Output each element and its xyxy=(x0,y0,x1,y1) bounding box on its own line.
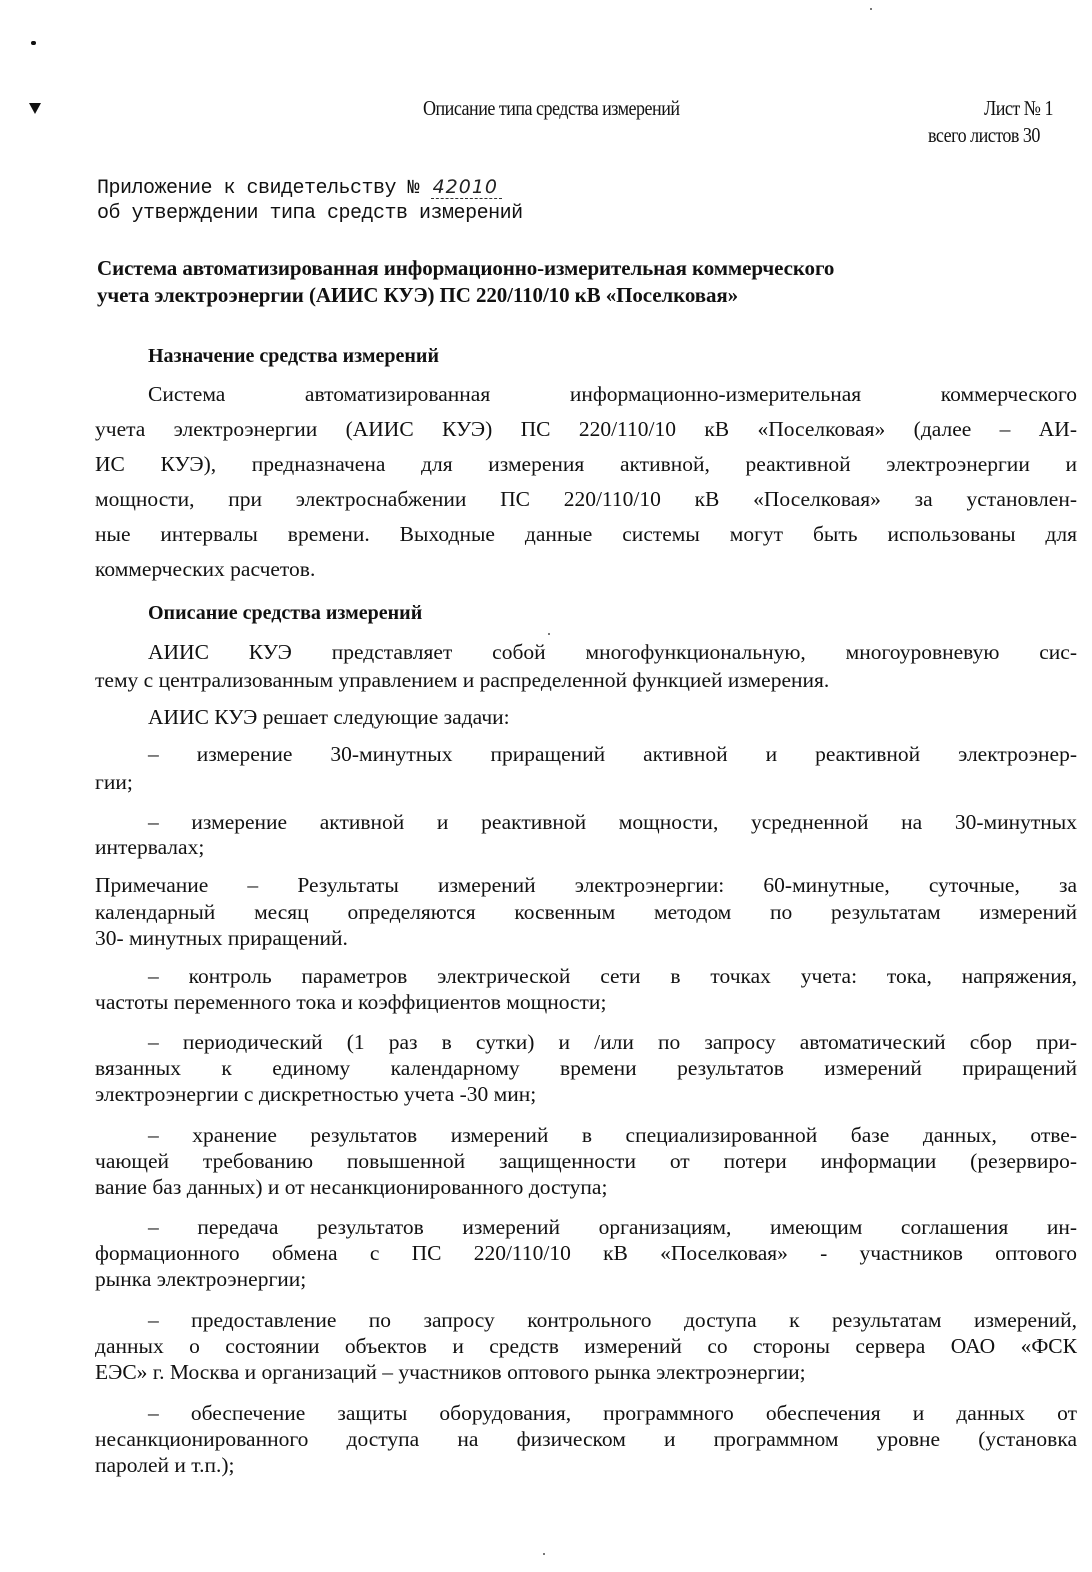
list-item-line: – обеспечение защиты оборудования, программного обеспечения и данных от xyxy=(148,1401,1077,1425)
note-line: Примечание – Результаты измерений электроэнергии: 60-минутные, суточные, за xyxy=(95,873,1077,897)
certificate-number-handwritten: 42010 xyxy=(431,176,502,199)
list-item-line: данных о состоянии объектов и средств измерений со стороны сервера ОАО «ФСК xyxy=(95,1334,1077,1358)
list-item-line: ЕЭС» г. Москва и организаций – участников оптового рынка электроэнергии; xyxy=(95,1360,806,1384)
section-heading-purpose: Назначение средства измерений xyxy=(148,345,439,367)
list-item-line: интервалах; xyxy=(95,835,205,859)
body-line: АИИС КУЭ решает следующие задачи: xyxy=(148,705,510,729)
document-type-header: Описание типа средства измерений xyxy=(423,96,680,120)
section-heading-description: Описание средства измерений xyxy=(148,602,423,624)
list-item-line: паролей и т.п.); xyxy=(95,1453,235,1477)
list-item-line: несанкционированного доступа на физическом и программном уровне (установка xyxy=(95,1427,1077,1451)
note-line: 30- минутных приращений. xyxy=(95,926,348,950)
body-line: коммерческих расчетов. xyxy=(95,557,316,581)
list-item-line: – предоставление по запросу контрольного доступа к результатам измерений, xyxy=(148,1308,1077,1332)
total-sheets: всего листов 30 xyxy=(928,123,1040,147)
body-line: АИИС КУЭ представляет собой многофункциональную, многоуровневую сис- xyxy=(148,640,1077,664)
scan-dot-mark xyxy=(31,41,36,45)
list-item-line: вязанных к единому календарному времени результатов измерений приращений xyxy=(95,1056,1077,1080)
annex-line-1 xyxy=(97,176,502,200)
list-item-line: – контроль параметров электрической сети в точках учета: тока, напряжения, xyxy=(148,964,1077,988)
list-item-line: – периодический (1 раз в сутки) и /или по запросу автоматический сбор при- xyxy=(148,1030,1077,1054)
list-item-line: – измерение 30-минутных приращений активной и реактивной электроэнер- xyxy=(148,742,1077,766)
scan-speck xyxy=(548,633,550,635)
list-item-line: рынка электроэнергии; xyxy=(95,1267,307,1291)
list-item-line: – хранение результатов измерений в специализированной базе данных, отве- xyxy=(148,1123,1077,1147)
body-line: тему с централизованным управлением и распределенной функцией измерения. xyxy=(95,668,830,692)
annex-line-2: об утверждении типа средств измерений xyxy=(97,202,523,225)
list-item-line: – передача результатов измерений организациям, имеющим соглашения ин- xyxy=(148,1215,1077,1239)
body-line: учета электроэнергии (АИИС КУЭ) ПС 220/110/10 кВ «Поселковая» (далее – АИ- xyxy=(95,417,1077,441)
scan-triangle-mark xyxy=(29,103,41,114)
annex-prefix: Приложение к свидетельству № xyxy=(97,177,420,200)
document-title-line-2: учета электроэнергии (АИИС КУЭ) ПС 220/110/10 кВ «Поселковая» xyxy=(97,283,739,307)
sheet-number: Лист № 1 xyxy=(984,96,1053,120)
list-item-line: чающей требованию повышенной защищенности от потери информации (резервиро- xyxy=(95,1149,1077,1173)
scan-speck xyxy=(870,8,872,10)
list-item-line: формационного обмена с ПС 220/110/10 кВ «Поселковая» - участников оптового xyxy=(95,1241,1077,1265)
document-title-line-1: Система автоматизированная информационно-измерительная коммерческого xyxy=(97,256,835,280)
body-line: ные интервалы времени. Выходные данные системы могут быть использованы для xyxy=(95,522,1077,546)
note-line: календарный месяц определяются косвенным методом по результатам измерений xyxy=(95,900,1077,924)
list-item-line: – измерение активной и реактивной мощности, усредненной на 30-минутных xyxy=(148,810,1077,834)
body-line: мощности, при электроснабжении ПС 220/110/10 кВ «Поселковая» за установлен- xyxy=(95,487,1077,511)
scan-speck xyxy=(543,1553,545,1555)
list-item-line: электроэнергии с дискретностью учета -30 мин; xyxy=(95,1082,537,1106)
body-line: ИС КУЭ), предназначена для измерения активной, реактивной электроэнергии и xyxy=(95,452,1077,476)
list-item-line: частоты переменного тока и коэффициентов мощности; xyxy=(95,990,607,1014)
list-item-line: гии; xyxy=(95,770,133,794)
list-item-line: вание баз данных) и от несанкционированного доступа; xyxy=(95,1175,608,1199)
body-line: Система автоматизированная информационно-измерительная коммерческого xyxy=(148,382,1077,406)
